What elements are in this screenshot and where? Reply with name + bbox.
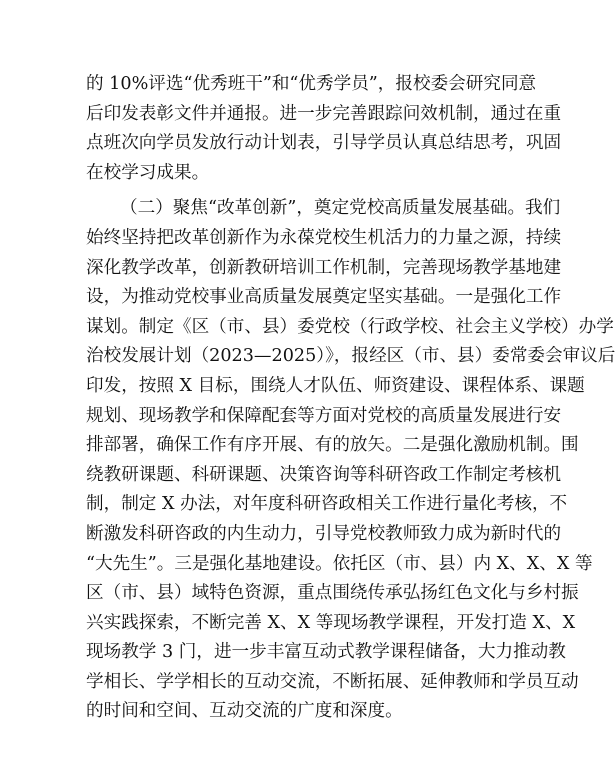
text-line: 的 10%评选“优秀班干”和“优秀学员”，报校委会研究同意	[86, 74, 537, 94]
text-line: 断激发科研咨政的内生动力，引导党校教师致力成为新时代的	[86, 523, 562, 544]
text-line: 兴实践探索，不断完善 X、X 等现场教学课程，开发打造 X、X	[86, 612, 576, 633]
text-line: 印发，按照 X 目标，围绕人才队伍、师资建设、课程体系、课题	[86, 375, 585, 396]
text-line: 点班次向学员发放行动计划表，引导学员认真总结思考，巩固	[86, 133, 562, 154]
text-line: 在校学习成果。	[86, 162, 210, 183]
text-line: “大先生”。三是强化基地建设。依托区（市、县）内 X、X、X 等	[86, 553, 593, 574]
text-line: 始终坚持把改革创新作为永葆党校生机活力的力量之源，持续	[86, 227, 562, 248]
document-page	[86, 70, 615, 727]
text-line: 排部署，确保工作有序开展、有的放矢。二是强化激励机制。围	[86, 435, 579, 456]
text-line: 谋划。制定《区（市、县）委党校（行政学校、社会主义学校）办学	[86, 316, 614, 337]
text-line: 现场教学 3 门，进一步丰富互动式教学课程储备，大力推动教	[86, 642, 566, 663]
paragraph-2	[86, 194, 615, 727]
text-line: （二）聚焦“改革创新”，奠定党校高质量发展基础。我们	[120, 198, 561, 219]
text-line: 规划、现场教学和保障配套等方面对党校的高质量发展进行安	[86, 405, 562, 426]
paragraph-1	[86, 70, 562, 188]
text-line: 设，为推动党校事业高质量发展奠定坚实基础。一是强化工作	[86, 287, 562, 308]
text-line: 治校发展计划（2023—2025）》，报经区（市、县）委常委会审议后	[86, 346, 615, 367]
text-line: 区（市、县）域特色资源，重点围绕传承弘扬红色文化与乡村振	[86, 583, 579, 604]
text-line: 后印发表彰文件并通报。进一步完善跟踪问效机制，通过在重	[86, 103, 562, 124]
text-line: 深化教学改革，创新教研培训工作机制，完善现场教学基地建	[86, 257, 562, 278]
text-line: 的时间和空间、互动交流的广度和深度。	[86, 701, 403, 722]
text-line: 学相长、学学相长的互动交流，不断拓展、延伸教师和学员互动	[86, 671, 579, 692]
text-line: 绕教研课题、科研课题、决策咨询等科研咨政工作制定考核机	[86, 464, 562, 485]
text-line: 制，制定 X 办法，对年度科研咨政相关工作进行量化考核，不	[86, 494, 568, 515]
